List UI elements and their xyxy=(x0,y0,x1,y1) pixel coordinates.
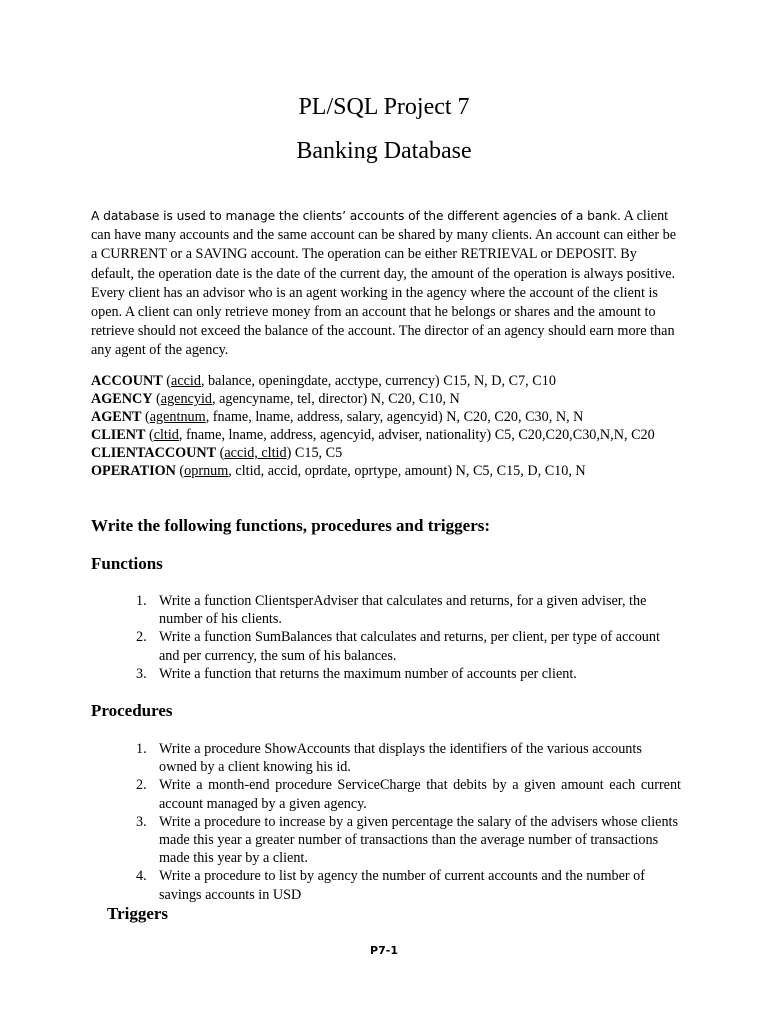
page-title: PL/SQL Project 7 xyxy=(298,94,470,120)
schema-agency: AGENCY (agencyid, agencyname, tel, director) N, C20, C10, N xyxy=(91,391,460,408)
list-item: 1. Write a function ClientsperAdviser that calculates and returns, for a given adviser, the number of his clients. xyxy=(136,593,647,628)
write-heading: Write the following functions, procedures and triggers: xyxy=(91,516,491,535)
list-item: 2. Write a month-end procedure ServiceCharge that debits by a given amount each current account managed by a given agency. xyxy=(136,777,681,812)
list-item: 2. Write a function SumBalances that calculates and returns, per client, per type of account and per currency, the sum of his balances. xyxy=(136,629,660,664)
intro-first-sentence: A database is used to manage the clients’ accounts of the different agencies of a bank. xyxy=(91,209,621,223)
schema-list xyxy=(91,372,681,481)
schema-client: CLIENT (cltid, fname, lname, address, agencyid, adviser, nationality) C5, C20,C20,C30,N,N, C20 xyxy=(91,427,655,444)
list-item: 4. Write a procedure to list by agency the number of current accounts and the number of savings accounts in USD xyxy=(136,868,645,903)
functions-list xyxy=(136,592,681,683)
functions-heading: Functions xyxy=(91,554,163,573)
schema-account: ACCOUNT (accid, balance, openingdate, acctype, currency) C15, N, D, C7, C10 xyxy=(91,373,556,389)
schema-clientaccount: CLIENTACCOUNT (accid, cltid) C15, C5 xyxy=(91,445,343,462)
list-item: 3. Write a function that returns the maximum number of accounts per client. xyxy=(136,665,577,682)
procedures-heading: Procedures xyxy=(91,701,173,720)
intro-rest: A client can have many accounts and the same account can be shared by many clients. An account can either be a CURRENT or a SAVING account. The operation can be either RETRIEVAL or DEPOSIT. By default, the operation date is the date of the current day, the amount of the operation is always positive. Every client has an advisor who is an agent working in the agency where the account of the client is open. A client can only retrieve money from an account that he belongs or shares and the amount to retrieve should not exceed the balance of the account. The director of an agency should earn more than any agent of the agency. xyxy=(91,208,676,359)
list-item: 3. Write a procedure to increase by a given percentage the salary of the advisers whose clients made this year a greater number of transactions than the average number of transactions made this year by a client. xyxy=(136,813,679,867)
intro-paragraph xyxy=(91,207,681,361)
page-subtitle: Banking Database xyxy=(296,138,472,164)
schema-agent: AGENT (agentnum, fname, lname, address, salary, agencyid) N, C20, C20, C30, N, N xyxy=(91,409,584,426)
schema-operation: OPERATION (oprnum, cltid, accid, oprdate, oprtype, amount) N, C5, C15, D, C10, N xyxy=(91,463,586,480)
procedures-list xyxy=(136,740,681,904)
page-number: P7-1 xyxy=(370,944,398,957)
triggers-heading: Triggers xyxy=(107,904,169,923)
list-item: 1. Write a procedure ShowAccounts that displays the identifiers of the various accounts owned by a client knowing his id. xyxy=(136,741,642,776)
